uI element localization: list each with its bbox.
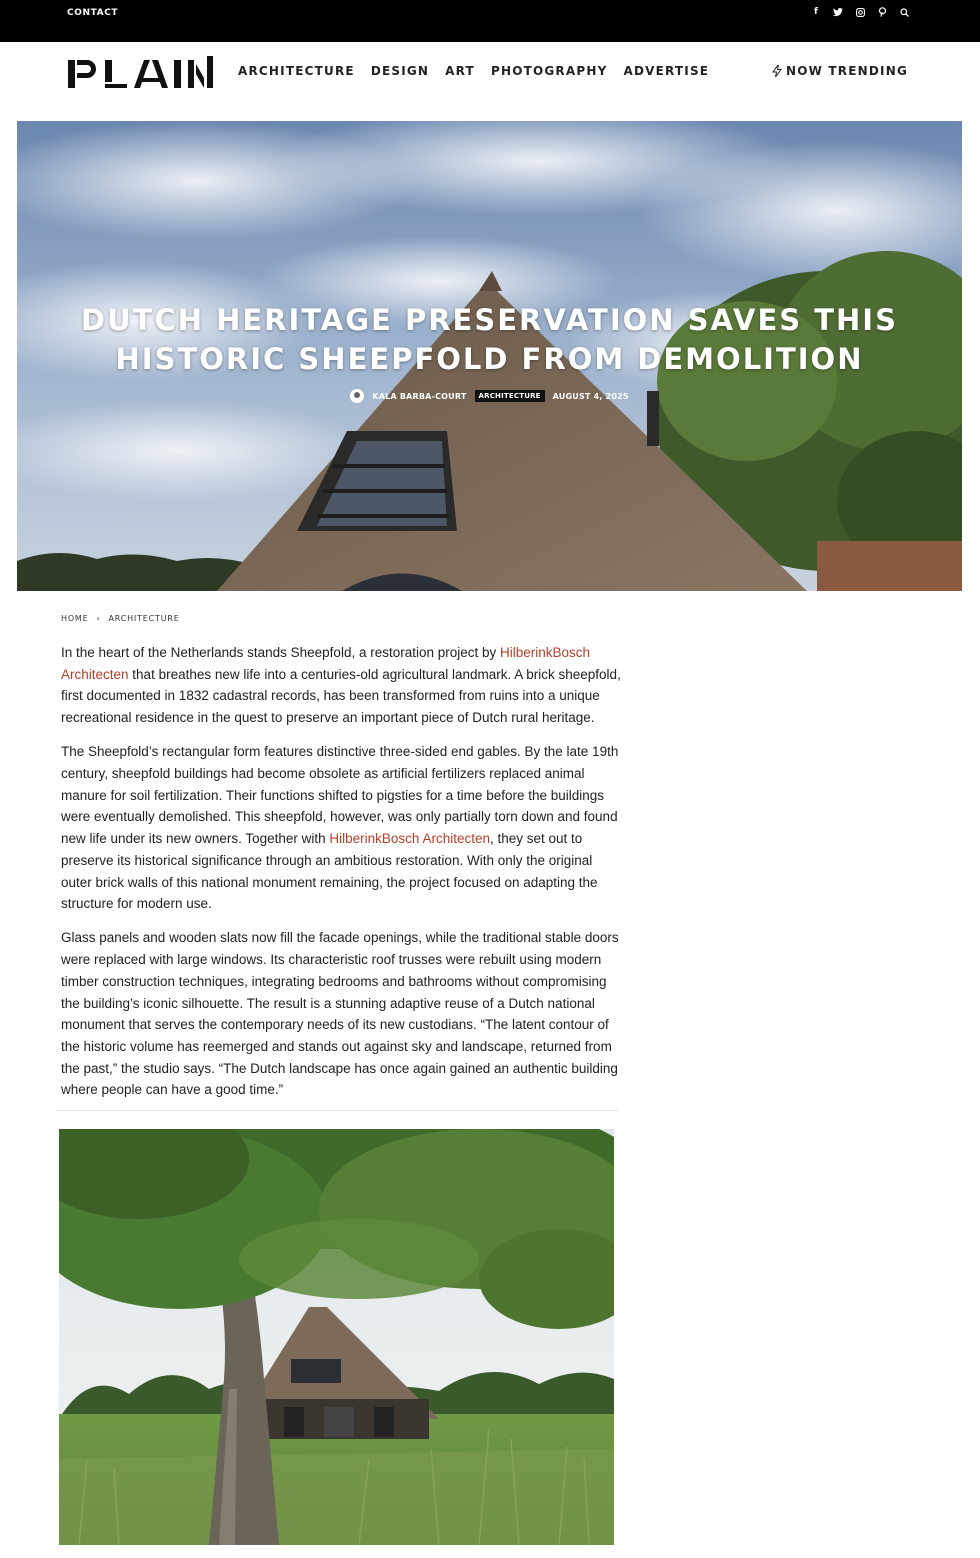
site-header [0,42,980,120]
author-avatar[interactable] [350,389,364,403]
pinterest-icon[interactable] [876,6,888,18]
main-nav [238,64,709,78]
breadcrumb [61,614,180,623]
architect-link[interactable]: HilberinkBosch Architecten [61,645,591,682]
now-trending-button[interactable] [772,64,908,78]
chevron-right-icon: › [96,614,101,623]
divider [57,1110,618,1111]
twitter-icon[interactable] [832,6,844,18]
site-logo[interactable] [68,56,214,90]
nav-art[interactable]: ART [445,64,475,78]
article-title: DUTCH HERITAGE PRESERVATION SAVES THIS HISTORIC SHEEPFOLD FROM DEMOLITION [81,303,898,376]
facebook-icon[interactable]: f [814,7,818,17]
search-icon[interactable] [898,6,910,18]
article-meta [17,389,962,403]
article-photo[interactable] [59,1129,614,1545]
social-links [810,6,910,18]
now-trending-label: NOW TRENDING [785,64,908,78]
breadcrumb-home[interactable]: HOME [61,614,89,623]
author-name[interactable]: KALA BARBA-COURT [372,391,467,401]
instagram-icon[interactable] [854,6,866,18]
article-paragraph: Glass panels and wooden slats now fill the facade openings, while the traditional stable doors were replaced with large windows. Its characteristic roof trusses were rebuilt using modern timber construction techniques, integrating bedrooms and bathrooms without compromising the building’s iconic silhouette. The result is a stunning adaptive reuse of a Dutch national monument that serves the contemporary needs of its new custodians. “The latent contour of the historic volume has reemerged and stands out against sky and landscape, returned from the past,” the studio says. “The Dutch landscape has once again gained an authentic building where people can have a good time.” [61,930,619,1098]
architect-link[interactable]: HilberinkBosch Architecten [329,831,490,847]
top-bar [0,0,980,42]
lightning-icon [772,65,782,77]
hero-banner [17,121,962,591]
nav-design[interactable]: DESIGN [370,64,430,78]
publish-date: AUGUST 4, 2025 [552,391,629,401]
nav-architecture[interactable]: ARCHITECTURE [238,64,355,78]
sheepfold-photo [59,1129,614,1545]
article-body [61,642,623,1114]
contact-link[interactable]: CONTACT [67,8,119,18]
breadcrumb-current[interactable]: ARCHITECTURE [108,614,180,623]
paragraph-text: The Sheepfold’s rectangular form features distinctive three-sided end gables. By the late 19th century, sheepfold buildings had become obsolete as artificial fertilizers replaced animal manure for soil fertilization. Their functions shifted to pigsties for a time before the buildings were eventually demolished. This sheepfold, however, was only partially torn down and found new life under its new owners. Together with [61,744,619,847]
nav-advertise[interactable]: ADVERTISE [623,64,710,78]
nav-photography[interactable]: PHOTOGRAPHY [490,64,608,78]
paragraph-text: In the heart of the Netherlands stands Sheepfold, a restoration project by [61,645,501,660]
paragraph-text: , they set out to preserve its historical significance through an ambitious restoration. With only the original outer brick walls of this national monument remaining, the project focused on adapting the structure for modern use. [61,831,598,912]
category-badge[interactable]: ARCHITECTURE [475,390,545,402]
article-paragraph [61,741,623,915]
paragraph-text: that breathes new life into a centuries-old agricultural landmark. A brick sheepfold, first documented in 1832 cadastral records, has been transformed from ruins into a unique recreational residence in the quest to preserve an important piece of Dutch rural heritage. [61,666,621,726]
article-paragraph [61,642,623,729]
